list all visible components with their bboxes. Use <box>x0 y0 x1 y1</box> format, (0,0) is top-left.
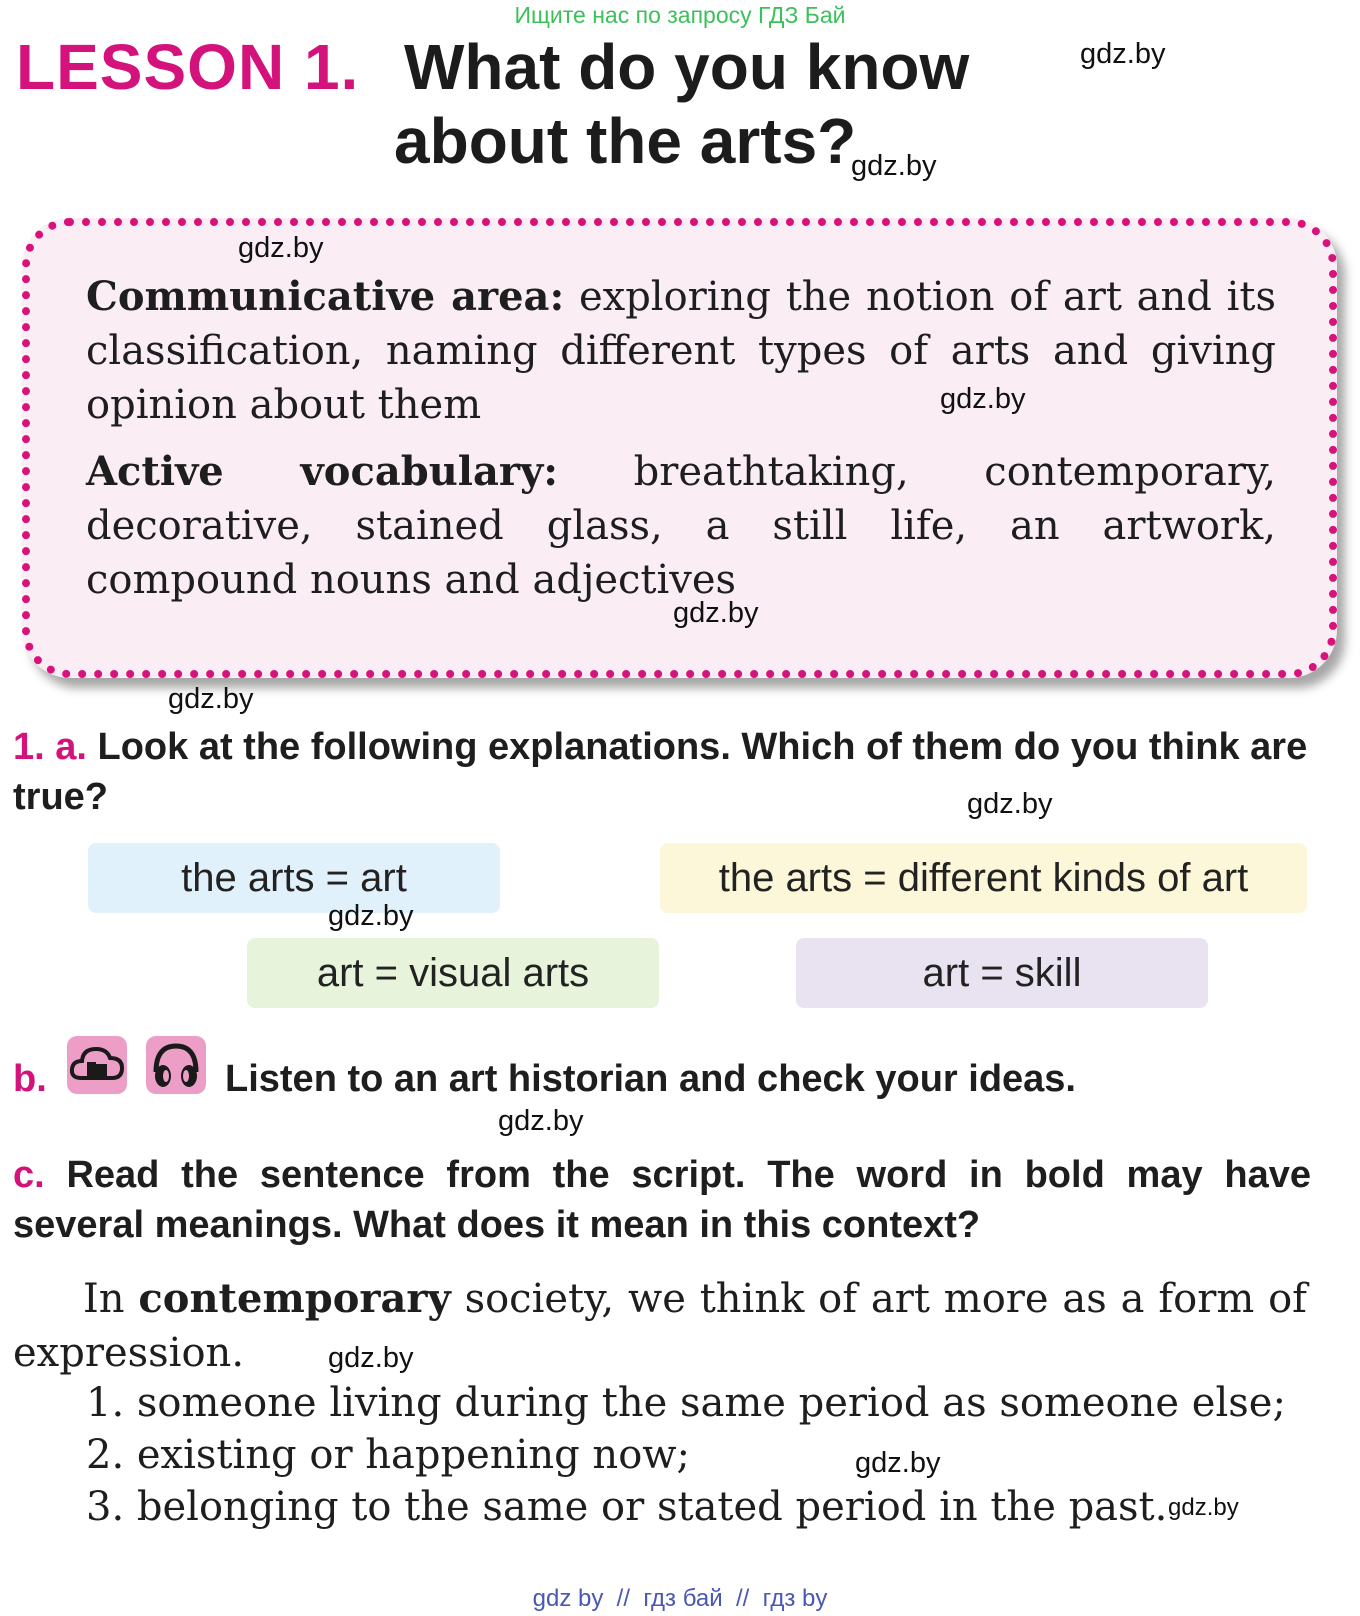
watermark: gdz.by <box>1080 38 1166 70</box>
meaning-option: 2. existing or happening now; <box>86 1432 690 1478</box>
active-vocabulary-text: breathtaking, contemporary, decorative, stained glass, a still life, an artwork, compound nouns and adjectives <box>86 449 1276 603</box>
watermark: gdz.by <box>851 150 937 182</box>
explanation-option: the arts = different kinds of art <box>660 843 1307 913</box>
task-1c-text: Read the sentence from the script. The word in bold may have several meanings. What does it mean in this context? <box>13 1154 1311 1246</box>
watermark: gdz.by <box>940 383 1026 415</box>
headphones-icon[interactable] <box>146 1036 206 1094</box>
footer-watermark: gdz by // гдз бай // гдз by <box>532 1585 828 1612</box>
script-sentence-end: society, we think of art more as a form of expression. <box>13 1276 1307 1376</box>
task-1a-text: Look at the following explanations. Which of them do you think are true? <box>13 726 1308 818</box>
communicative-area <box>86 270 1276 432</box>
watermark: gdz.by <box>328 900 414 932</box>
active-vocabulary-label: Active vocabulary: <box>86 448 558 495</box>
lesson-number: LESSON 1. <box>16 31 360 103</box>
task-1c <box>13 1150 1311 1250</box>
task-1b-text: Listen to an art historian and check your ideas. <box>225 1058 1076 1100</box>
active-vocabulary <box>86 445 1276 607</box>
watermark: gdz.by <box>855 1447 941 1479</box>
task-1a <box>13 722 1311 822</box>
watermark: gdz.by <box>498 1105 584 1137</box>
watermark: gdz.by <box>238 232 324 264</box>
watermark: gdz.by <box>967 788 1053 820</box>
cloud-download-icon[interactable] <box>67 1036 127 1094</box>
watermark: gdz.by <box>168 683 254 715</box>
meaning-option: 3. belonging to the same or stated period in the past. <box>86 1484 1168 1530</box>
top-banner: Ищите нас по запросу ГДЗ Бай <box>514 2 846 28</box>
communicative-area-text: exploring the notion of art and its classification, naming different types of arts and giving opinion about them <box>86 274 1276 428</box>
explanation-option: the arts = art <box>88 843 500 913</box>
lesson-title-line-2: about the arts? <box>394 105 857 177</box>
watermark: gdz.by <box>328 1342 414 1374</box>
explanation-option: art = skill <box>796 938 1208 1008</box>
task-1b-label: b. <box>13 1058 47 1100</box>
script-sentence-start: In <box>83 1276 139 1322</box>
script-sentence <box>13 1272 1307 1380</box>
explanation-option: art = visual arts <box>247 938 659 1008</box>
meaning-option: 1. someone living during the same period as someone else; <box>86 1380 1286 1426</box>
task-1c-label: c. <box>13 1154 45 1196</box>
watermark: gdz.by <box>1168 1494 1239 1521</box>
watermark: gdz.by <box>673 597 759 629</box>
communicative-area-label: Communicative area: <box>86 273 565 320</box>
bold-word: contemporary <box>138 1275 451 1322</box>
lesson-title-line-1: What do you know <box>404 31 970 103</box>
task-1a-label: 1. a. <box>13 726 87 768</box>
